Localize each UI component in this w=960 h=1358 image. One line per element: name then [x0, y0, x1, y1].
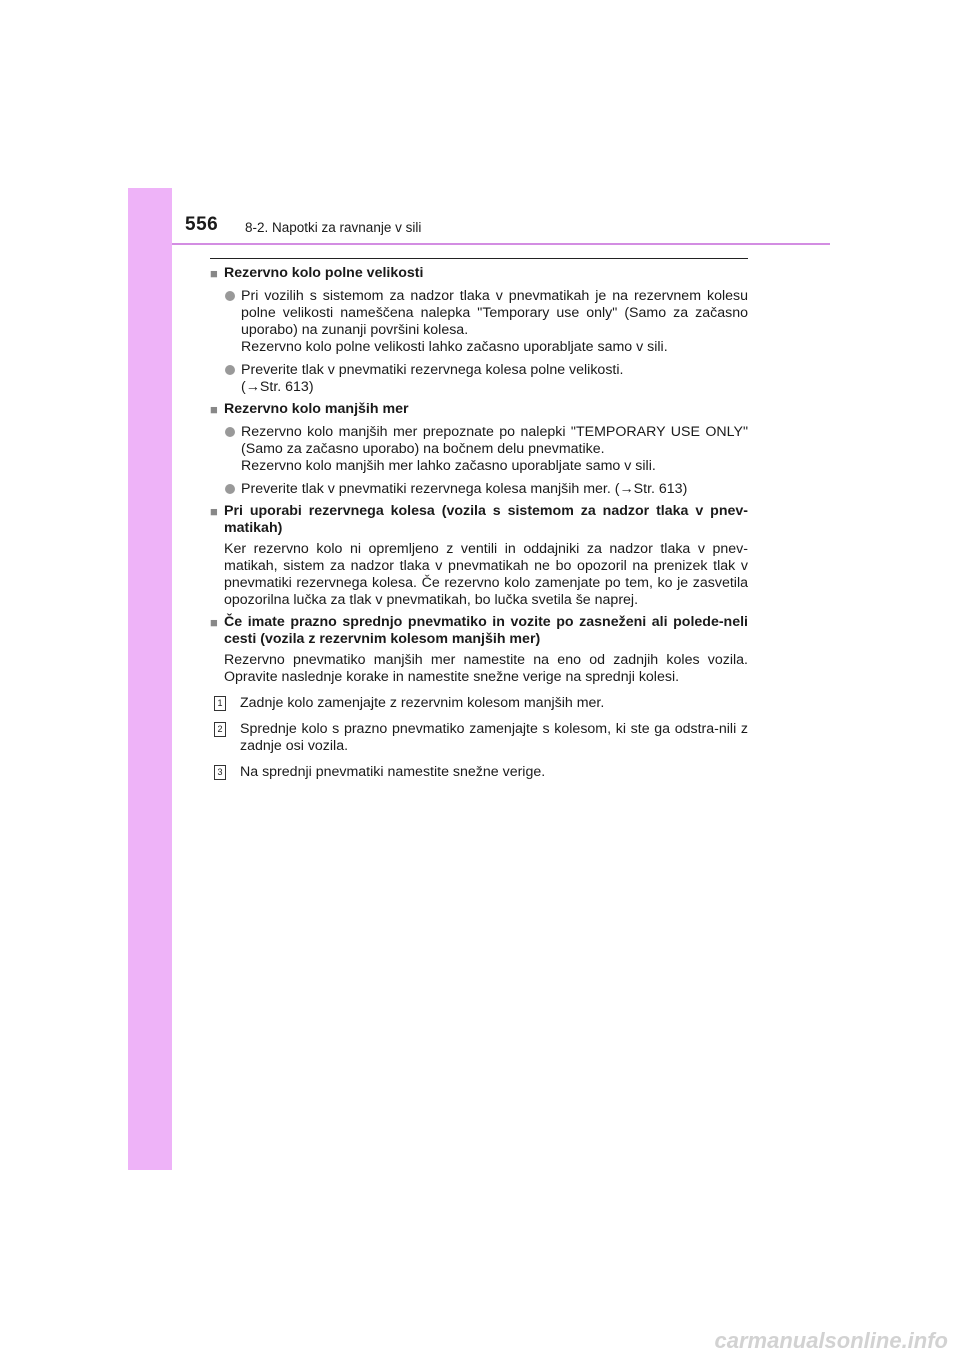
- step-number: 3: [214, 765, 226, 780]
- bullet-text: (→Str. 613): [241, 379, 314, 395]
- step-item: [214, 695, 748, 712]
- round-bullet-icon: [225, 484, 235, 494]
- list-item: [210, 362, 748, 396]
- bullet-text: Rezervno kolo manjših mer prepoznate po nalepki "TEMPORARY USE ONLY" (Samo za začasno uporabo) na bočnem delu pnevmatike.: [241, 424, 748, 457]
- round-bullet-icon: [225, 365, 235, 375]
- list-item: [210, 424, 748, 475]
- step-number: 1: [214, 696, 226, 711]
- section-tpms-spare: [210, 503, 748, 609]
- header-divider: [172, 243, 830, 245]
- list-item: [210, 481, 748, 498]
- step-item: [214, 721, 748, 755]
- watermark-logo: carmanualsonline.info: [714, 1328, 948, 1353]
- round-bullet-icon: [225, 427, 235, 437]
- chapter-color-band: [128, 188, 172, 1170]
- bullet-text: Preverite tlak v pnevmatiki rezervnega kolesa manjših mer. (→Str. 613): [241, 481, 688, 497]
- section-snow-chains: [210, 614, 748, 781]
- square-bullet-icon: ■: [210, 615, 218, 630]
- list-item: [210, 288, 748, 356]
- step-text: Zadnje kolo zamenjajte z rezervnim kolesom manjših mer.: [240, 695, 605, 711]
- section-title: Pri uporabi rezervnega kolesa (vozila s sistemom za nadzor tlaka v pnev-matikah): [224, 503, 748, 536]
- step-text: Sprednje kolo s prazno pnevmatiko zamenjajte s kolesom, ki ste ga odstra-nili z zadnje osi vozila.: [240, 721, 748, 754]
- section-title: Če imate prazno sprednjo pnevmatiko in vozite po zasneženi ali polede-neli cesti (vozila z rezervnim kolesom manjših mer): [224, 614, 748, 647]
- step-item: [214, 764, 748, 781]
- section-paragraph: Ker rezervno kolo ni opremljeno z ventili in oddajniki za nadzor tlaka v pnev-matikah, sistem za nadzor tlaka v pnevmatikah ne bo opozoril na prenizek tlak v pnevmatiki rezervnega kolesa. Če rezervno kolo zamenjate po tem, ko je zasvetila opozorilna lučka za tlak v pnevmatikah, bo lučka svetila še naprej.: [224, 541, 748, 608]
- bullet-text: Pri vozilih s sistemom za nadzor tlaka v pnevmatikah je na rezervnem kolesu polne velikosti nameščena nalepka "Temporary use only" (Samo za začasno uporabo) na zunanji površini kolesa.: [241, 288, 748, 338]
- page-content: [210, 258, 748, 786]
- square-bullet-icon: ■: [210, 402, 218, 417]
- step-text: Na sprednji pnevmatiki namestite snežne verige.: [240, 764, 546, 780]
- square-bullet-icon: ■: [210, 266, 218, 281]
- round-bullet-icon: [225, 291, 235, 301]
- step-number: 2: [214, 722, 226, 737]
- bullet-text: Rezervno kolo manjših mer lahko začasno uporabljate samo v sili.: [241, 458, 656, 474]
- section-title: Rezervno kolo manjših mer: [224, 401, 409, 417]
- section-paragraph: Rezervno pnevmatiko manjših mer namestite na eno od zadnjih koles vozila. Opravite naslednje korake in namestite snežne verige na sprednji kolesi.: [224, 652, 748, 685]
- bullet-text: Preverite tlak v pnevmatiki rezervnega kolesa polne velikosti.: [241, 362, 624, 378]
- chapter-title: 8-2. Napotki za ravnanje v sili: [245, 220, 422, 235]
- square-bullet-icon: ■: [210, 504, 218, 519]
- page-number: 556: [185, 214, 219, 235]
- section-title: Rezervno kolo polne velikosti: [224, 265, 424, 281]
- section-compact-spare: [210, 401, 748, 498]
- section-full-size-spare: [210, 265, 748, 396]
- bullet-text: Rezervno kolo polne velikosti lahko začasno uporabljate samo v sili.: [241, 339, 668, 355]
